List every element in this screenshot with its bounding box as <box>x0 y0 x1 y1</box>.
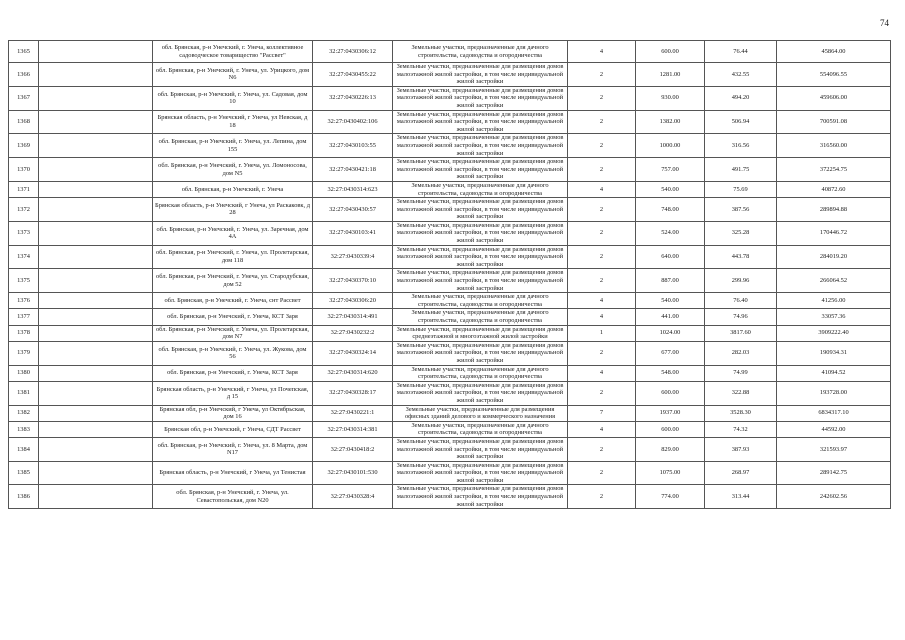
cadastral-value-cell: 289142.75 <box>777 461 891 485</box>
group-cell: 2 <box>568 110 636 134</box>
row-number-cell: 1373 <box>9 221 39 245</box>
area-cell: 1024.00 <box>636 325 705 341</box>
address-cell: Брянская область, р-н Унечский, г Унеча, ул Почепская, д 15 <box>153 381 313 405</box>
specific-value-cell: 313.44 <box>705 485 777 509</box>
empty-cell <box>39 381 153 405</box>
empty-cell <box>39 325 153 341</box>
table-row <box>9 421 891 437</box>
area-cell: 1382.00 <box>636 110 705 134</box>
specific-value-cell: 282.03 <box>705 341 777 365</box>
address-cell: обл. Брянская, р-н Унечский, г. Унеча, КСТ Заря <box>153 365 313 381</box>
specific-value-cell: 268.97 <box>705 461 777 485</box>
cadastral-number-cell: 32:27:0430103:55 <box>313 134 393 158</box>
cadastral-value-cell: 6834317.10 <box>777 405 891 421</box>
cadastral-number-cell: 32:27:0430430:57 <box>313 198 393 222</box>
row-number-cell: 1379 <box>9 341 39 365</box>
area-cell: 757.00 <box>636 158 705 182</box>
specific-value-cell: 494.20 <box>705 86 777 110</box>
land-use-cell: Земельные участки, предназначенные для размещения домов малоэтажной жилой застройки, в том числе индивидуальной жилой застройки <box>393 269 568 293</box>
cadastral-number-cell: 32:27:0430314:623 <box>313 181 393 197</box>
empty-cell <box>39 293 153 309</box>
group-cell: 4 <box>568 309 636 325</box>
empty-cell <box>39 437 153 461</box>
cadastral-value-cell: 193728.00 <box>777 381 891 405</box>
address-cell: Брянская обл, р-н Унечский, г Унеча, СДТ Рассвет <box>153 421 313 437</box>
area-cell: 600.00 <box>636 421 705 437</box>
table-row <box>9 293 891 309</box>
group-cell: 1 <box>568 325 636 341</box>
cadastral-value-cell: 284019.20 <box>777 245 891 269</box>
area-cell: 1937.00 <box>636 405 705 421</box>
area-cell: 887.00 <box>636 269 705 293</box>
table-row <box>9 158 891 182</box>
row-number-cell: 1372 <box>9 198 39 222</box>
cadastral-value-cell: 44592.00 <box>777 421 891 437</box>
land-use-cell: Земельные участки, предназначенные для размещения домов малоэтажной жилой застройки, в том числе индивидуальной жилой застройки <box>393 341 568 365</box>
area-cell: 930.00 <box>636 86 705 110</box>
group-cell: 2 <box>568 158 636 182</box>
cadastral-value-cell: 242602.56 <box>777 485 891 509</box>
empty-cell <box>39 245 153 269</box>
group-cell: 2 <box>568 341 636 365</box>
empty-cell <box>39 86 153 110</box>
row-number-cell: 1369 <box>9 134 39 158</box>
cadastral-number-cell: 32:27:0430339:4 <box>313 245 393 269</box>
row-number-cell: 1365 <box>9 41 39 63</box>
table-row <box>9 461 891 485</box>
land-use-cell: Земельные участки, предназначенные для размещения домов малоэтажной жилой застройки, в том числе индивидуальной жилой застройки <box>393 461 568 485</box>
table-row <box>9 325 891 341</box>
table-row <box>9 485 891 509</box>
empty-cell <box>39 158 153 182</box>
row-number-cell: 1383 <box>9 421 39 437</box>
address-cell: обл. Брянская, р-н Унечский, г. Унеча, КСТ Заря <box>153 309 313 325</box>
specific-value-cell: 387.93 <box>705 437 777 461</box>
empty-cell <box>39 485 153 509</box>
empty-cell <box>39 41 153 63</box>
area-cell: 600.00 <box>636 381 705 405</box>
land-use-cell: Земельные участки, предназначенные для размещения домов малоэтажной жилой застройки, в том числе индивидуальной жилой застройки <box>393 198 568 222</box>
address-cell: обл. Брянская, р-н Унечский, г. Унеча, ул. Лепина, дом 155 <box>153 134 313 158</box>
specific-value-cell: 75.69 <box>705 181 777 197</box>
cadastral-number-cell: 32:27:0430314:491 <box>313 309 393 325</box>
cadastral-value-cell: 41256.00 <box>777 293 891 309</box>
land-use-cell: Земельные участки, предназначенные для дачного строительства, садоводства и огородничества <box>393 365 568 381</box>
land-use-cell: Земельные участки, предназначенные для размещения домов малоэтажной жилой застройки, в том числе индивидуальной жилой застройки <box>393 86 568 110</box>
specific-value-cell: 387.56 <box>705 198 777 222</box>
table-row <box>9 110 891 134</box>
table-row <box>9 134 891 158</box>
area-cell: 677.00 <box>636 341 705 365</box>
empty-cell <box>39 421 153 437</box>
address-cell: обл. Брянская, р-н Унечский, г. Унеча, снт Рассвет <box>153 293 313 309</box>
group-cell: 2 <box>568 86 636 110</box>
address-cell: обл. Брянская, р-н Унечский, г. Унеча, ул. Севастопольская, дом N20 <box>153 485 313 509</box>
specific-value-cell: 506.94 <box>705 110 777 134</box>
group-cell: 4 <box>568 421 636 437</box>
land-use-cell: Земельные участки, предназначенные для дачного строительства, садоводства и огородничества <box>393 181 568 197</box>
table-row <box>9 245 891 269</box>
group-cell: 4 <box>568 365 636 381</box>
row-number-cell: 1384 <box>9 437 39 461</box>
group-cell: 2 <box>568 63 636 87</box>
empty-cell <box>39 221 153 245</box>
table-row <box>9 381 891 405</box>
group-cell: 2 <box>568 485 636 509</box>
table-row <box>9 221 891 245</box>
page-number: 74 <box>880 18 889 28</box>
specific-value-cell: 316.56 <box>705 134 777 158</box>
cadastral-value-cell: 316560.00 <box>777 134 891 158</box>
empty-cell <box>39 365 153 381</box>
cadastral-number-cell: 32:27:0430226:13 <box>313 86 393 110</box>
address-cell: обл. Брянская, р-н Унечский, г. Унеча, коллективное садоводческое товарищество "Рассвет" <box>153 41 313 63</box>
table-body <box>9 41 891 509</box>
cadastral-number-cell: 32:27:0430421:18 <box>313 158 393 182</box>
row-number-cell: 1378 <box>9 325 39 341</box>
area-cell: 600.00 <box>636 41 705 63</box>
address-cell: обл. Брянская, р-н Унечский, г. Унеча <box>153 181 313 197</box>
address-cell: обл. Брянская, р-н Унечский, г. Унеча, ул. 8 Марта, дом N17 <box>153 437 313 461</box>
specific-value-cell: 432.55 <box>705 63 777 87</box>
land-use-cell: Земельные участки, предназначенные для размещения домов малоэтажной жилой застройки, в том числе индивидуальной жилой застройки <box>393 485 568 509</box>
cadastral-number-cell: 32:27:0430103:41 <box>313 221 393 245</box>
cadastral-value-cell: 45864.00 <box>777 41 891 63</box>
row-number-cell: 1367 <box>9 86 39 110</box>
table-row <box>9 365 891 381</box>
specific-value-cell: 443.78 <box>705 245 777 269</box>
table-row <box>9 405 891 421</box>
area-cell: 441.00 <box>636 309 705 325</box>
land-use-cell: Земельные участки, предназначенные для дачного строительства, садоводства и огородничества <box>393 293 568 309</box>
row-number-cell: 1386 <box>9 485 39 509</box>
row-number-cell: 1370 <box>9 158 39 182</box>
address-cell: обл. Брянская, р-н Унечский, г. Унеча, ул. Заречная, дом 4А <box>153 221 313 245</box>
area-cell: 1075.00 <box>636 461 705 485</box>
specific-value-cell: 299.96 <box>705 269 777 293</box>
area-cell: 1000.00 <box>636 134 705 158</box>
row-number-cell: 1382 <box>9 405 39 421</box>
cadastral-number-cell: 32:27:0430314:620 <box>313 365 393 381</box>
group-cell: 2 <box>568 134 636 158</box>
land-use-cell: Земельные участки, предназначенные для дачного строительства, садоводства и огородничества <box>393 41 568 63</box>
table-row <box>9 86 891 110</box>
empty-cell <box>39 309 153 325</box>
table-row <box>9 198 891 222</box>
empty-cell <box>39 341 153 365</box>
address-cell: Брянская обл, р-н Унечский, г Унеча, ул Октябрьская, дом 16 <box>153 405 313 421</box>
cadastral-number-cell: 32:27:0430402:106 <box>313 110 393 134</box>
address-cell: обл. Брянская, р-н Унечский, г. Унеча, ул. Жукова, дом 56 <box>153 341 313 365</box>
address-cell: обл. Брянская, р-н Унечский, г. Унеча, ул. Садовая, дом 10 <box>153 86 313 110</box>
empty-cell <box>39 198 153 222</box>
area-cell: 829.00 <box>636 437 705 461</box>
cadastral-number-cell: 32:27:0430328:17 <box>313 381 393 405</box>
row-number-cell: 1385 <box>9 461 39 485</box>
table-row <box>9 181 891 197</box>
cadastral-number-cell: 32:27:0430324:14 <box>313 341 393 365</box>
row-number-cell: 1375 <box>9 269 39 293</box>
specific-value-cell: 491.75 <box>705 158 777 182</box>
area-cell: 640.00 <box>636 245 705 269</box>
row-number-cell: 1366 <box>9 63 39 87</box>
land-registry-table <box>8 40 891 509</box>
land-use-cell: Земельные участки, предназначенные для размещения домов малоэтажной жилой застройки, в том числе индивидуальной жилой застройки <box>393 110 568 134</box>
land-use-cell: Земельные участки, предназначенные для размещения домов малоэтажной жилой застройки, в том числе индивидуальной жилой застройки <box>393 134 568 158</box>
group-cell: 2 <box>568 461 636 485</box>
address-cell: Брянская область, р-н Унечский, г Унеча, ул Тенистая <box>153 461 313 485</box>
area-cell: 1281.00 <box>636 63 705 87</box>
area-cell: 540.00 <box>636 293 705 309</box>
group-cell: 4 <box>568 293 636 309</box>
cadastral-number-cell: 32:27:0430370:10 <box>313 269 393 293</box>
cadastral-number-cell: 32:27:0430306:12 <box>313 41 393 63</box>
area-cell: 748.00 <box>636 198 705 222</box>
land-use-cell: Земельные участки, предназначенные для размещения домов малоэтажной жилой застройки, в том числе индивидуальной жилой застройки <box>393 221 568 245</box>
specific-value-cell: 322.88 <box>705 381 777 405</box>
specific-value-cell: 74.32 <box>705 421 777 437</box>
empty-cell <box>39 63 153 87</box>
cadastral-number-cell: 32:27:0430418:2 <box>313 437 393 461</box>
address-cell: Брянская область, р-н Унечский, г Унеча, ул Раскаковк, д 28 <box>153 198 313 222</box>
group-cell: 2 <box>568 269 636 293</box>
cadastral-value-cell: 33057.36 <box>777 309 891 325</box>
area-cell: 548.00 <box>636 365 705 381</box>
cadastral-value-cell: 3909222.40 <box>777 325 891 341</box>
empty-cell <box>39 269 153 293</box>
address-cell: Брянская область, р-н Унечский, г Унеча, ул Невская, д 18 <box>153 110 313 134</box>
cadastral-value-cell: 372254.75 <box>777 158 891 182</box>
row-number-cell: 1368 <box>9 110 39 134</box>
group-cell: 2 <box>568 245 636 269</box>
cadastral-number-cell: 32:27:0430306:20 <box>313 293 393 309</box>
cadastral-value-cell: 190934.31 <box>777 341 891 365</box>
land-use-cell: Земельные участки, предназначенные для размещения офисных зданий делового и коммерческого назначения <box>393 405 568 421</box>
row-number-cell: 1371 <box>9 181 39 197</box>
land-use-cell: Земельные участки, предназначенные для размещения домов малоэтажной жилой застройки, в том числе индивидуальной жилой застройки <box>393 245 568 269</box>
specific-value-cell: 325.28 <box>705 221 777 245</box>
area-cell: 524.00 <box>636 221 705 245</box>
cadastral-value-cell: 459606.00 <box>777 86 891 110</box>
cadastral-value-cell: 170446.72 <box>777 221 891 245</box>
table-row <box>9 341 891 365</box>
address-cell: обл. Брянская, р-н Унечский, г. Унеча, ул. Урицкого, дом N6 <box>153 63 313 87</box>
cadastral-number-cell: 32:27:0430101:530 <box>313 461 393 485</box>
land-use-cell: Земельные участки, предназначенные для размещения домов среднеэтажной и многоэтажной жилой застройки <box>393 325 568 341</box>
address-cell: обл. Брянская, р-н Унечский, г. Унеча, ул. Стародубская, дом 52 <box>153 269 313 293</box>
group-cell: 4 <box>568 41 636 63</box>
specific-value-cell: 3528.30 <box>705 405 777 421</box>
specific-value-cell: 74.99 <box>705 365 777 381</box>
empty-cell <box>39 461 153 485</box>
cadastral-number-cell: 32:27:0430328:4 <box>313 485 393 509</box>
land-use-cell: Земельные участки, предназначенные для размещения домов малоэтажной жилой застройки, в том числе индивидуальной жилой застройки <box>393 381 568 405</box>
group-cell: 2 <box>568 381 636 405</box>
specific-value-cell: 74.96 <box>705 309 777 325</box>
group-cell: 2 <box>568 437 636 461</box>
cadastral-number-cell: 32:27:0430221:1 <box>313 405 393 421</box>
empty-cell <box>39 405 153 421</box>
group-cell: 2 <box>568 221 636 245</box>
area-cell: 540.00 <box>636 181 705 197</box>
table-row <box>9 437 891 461</box>
cadastral-value-cell: 700591.08 <box>777 110 891 134</box>
land-use-cell: Земельные участки, предназначенные для дачного строительства, садоводства и огородничества <box>393 421 568 437</box>
row-number-cell: 1376 <box>9 293 39 309</box>
cadastral-value-cell: 41094.52 <box>777 365 891 381</box>
row-number-cell: 1374 <box>9 245 39 269</box>
cadastral-number-cell: 32:27:0430232:2 <box>313 325 393 341</box>
cadastral-number-cell: 32:27:0430314:381 <box>313 421 393 437</box>
empty-cell <box>39 134 153 158</box>
specific-value-cell: 76.40 <box>705 293 777 309</box>
row-number-cell: 1380 <box>9 365 39 381</box>
specific-value-cell: 3817.60 <box>705 325 777 341</box>
specific-value-cell: 76.44 <box>705 41 777 63</box>
cadastral-value-cell: 266064.52 <box>777 269 891 293</box>
row-number-cell: 1377 <box>9 309 39 325</box>
cadastral-value-cell: 554096.55 <box>777 63 891 87</box>
group-cell: 7 <box>568 405 636 421</box>
cadastral-value-cell: 40872.60 <box>777 181 891 197</box>
area-cell: 774.00 <box>636 485 705 509</box>
empty-cell <box>39 181 153 197</box>
address-cell: обл. Брянская, р-н Унечский, г. Унеча, ул. Ломоносова, дом N5 <box>153 158 313 182</box>
group-cell: 2 <box>568 198 636 222</box>
table-row <box>9 309 891 325</box>
land-use-cell: Земельные участки, предназначенные для дачного строительства, садоводства и огородничества <box>393 309 568 325</box>
table-row <box>9 269 891 293</box>
group-cell: 4 <box>568 181 636 197</box>
address-cell: обл. Брянская, р-н Унечский, г. Унеча, ул. Пролетарская, дом N7 <box>153 325 313 341</box>
land-use-cell: Земельные участки, предназначенные для размещения домов малоэтажной жилой застройки, в том числе индивидуальной жилой застройки <box>393 158 568 182</box>
cadastral-number-cell: 32:27:0430455:22 <box>313 63 393 87</box>
empty-cell <box>39 110 153 134</box>
address-cell: обл. Брянская, р-н Унечский, г. Унеча, ул. Пролетарская, дом 118 <box>153 245 313 269</box>
land-use-cell: Земельные участки, предназначенные для размещения домов малоэтажной жилой застройки, в том числе индивидуальной жилой застройки <box>393 437 568 461</box>
land-use-cell: Земельные участки, предназначенные для размещения домов малоэтажной жилой застройки, в том числе индивидуальной жилой застройки <box>393 63 568 87</box>
table-row <box>9 41 891 63</box>
cadastral-value-cell: 321593.97 <box>777 437 891 461</box>
table-row <box>9 63 891 87</box>
cadastral-value-cell: 289894.88 <box>777 198 891 222</box>
row-number-cell: 1381 <box>9 381 39 405</box>
